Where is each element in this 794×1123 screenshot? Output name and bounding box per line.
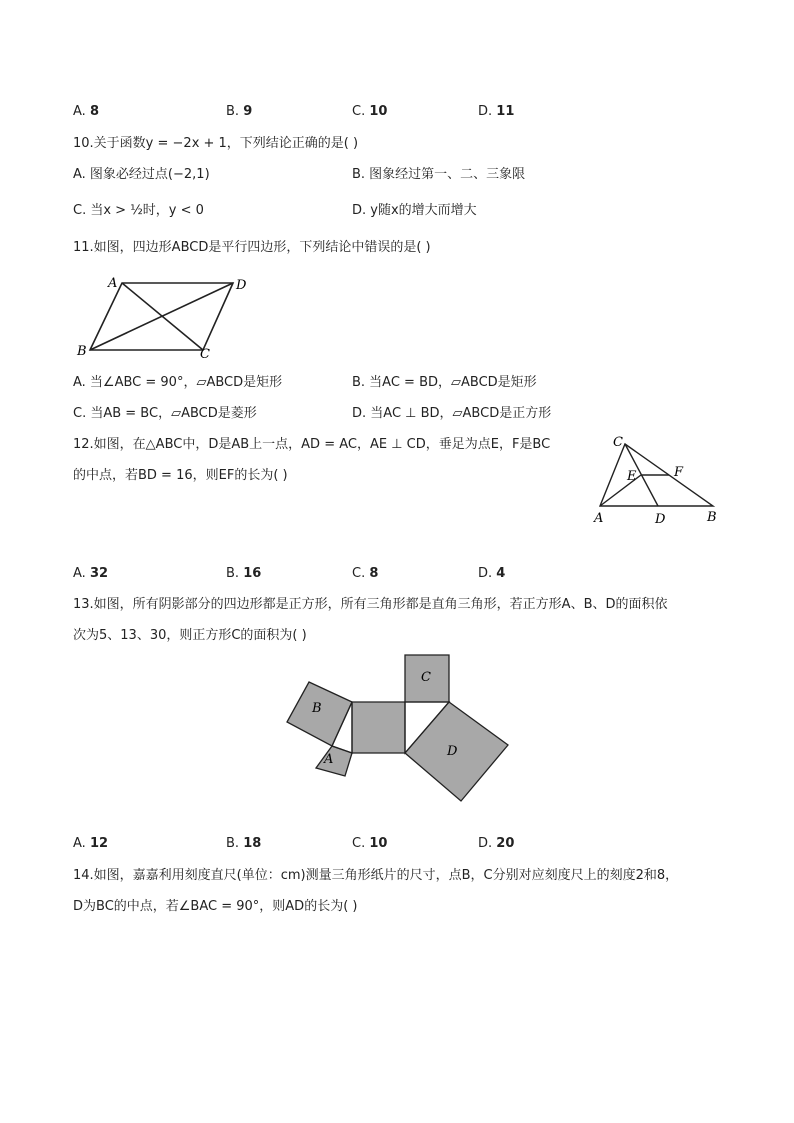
center-square — [352, 702, 405, 753]
label-a: A — [324, 752, 334, 767]
label-a: A — [108, 276, 118, 291]
q10-stem: 10.关于函数y = −2x + 1，下列结论正确的是( ) — [73, 136, 359, 151]
q12-option-d: D. 4 — [478, 566, 506, 581]
q12-stem-line1: 12.如图，在△ABC中，D是AB上一点，AD = AC，AE ⊥ CD，垂足为点E，F是BC — [73, 437, 551, 452]
q13-option-d: D. 20 — [478, 836, 515, 851]
q11-stem: 11.如图，四边形ABCD是平行四边形，下列结论中错误的是( ) — [73, 240, 431, 255]
q12-stem-line2: 的中点，若BD = 16，则EF的长为( ) — [73, 468, 288, 483]
q14-stem-line2: D为BC的中点，若∠BAC = 90°，则AD的长为( ) — [73, 899, 358, 914]
q11-option-b: B. 当AC = BD，▱ABCD是矩形 — [352, 375, 537, 390]
q11-option-d: D. 当AC ⊥ BD，▱ABCD是正方形 — [352, 406, 552, 421]
diagonal-bd — [90, 283, 233, 350]
q9-option-d: D. 11 — [478, 104, 515, 119]
q13-option-a: A. 12 — [73, 836, 109, 851]
label-d: D — [236, 278, 247, 293]
label-b: B — [77, 344, 87, 359]
label-e: E — [627, 469, 637, 484]
q9-option-c: C. 10 — [352, 104, 388, 119]
q13-stem-line2: 次为5、13、30，则正方形C的面积为( ) — [73, 628, 307, 643]
label-b: B — [312, 701, 322, 716]
label-c: C — [613, 435, 623, 450]
q14-stem-line1: 14.如图，嘉嘉利用刻度直尺(单位：cm)测量三角形纸片的尺寸，点B，C分别对应刻度尺上的刻度2和8， — [73, 868, 679, 883]
q11-parallelogram-figure — [70, 268, 260, 368]
q12-option-a: A. 32 — [73, 566, 109, 581]
q9-option-b: B. 9 — [226, 104, 253, 119]
q13-option-b: B. 18 — [226, 836, 262, 851]
label-d: D — [655, 512, 666, 527]
q11-option-a: A. 当∠ABC = 90°，▱ABCD是矩形 — [73, 375, 283, 390]
label-d: D — [447, 744, 458, 759]
q12-triangle-figure — [588, 432, 728, 528]
label-b: B — [707, 510, 717, 525]
q13-stem-line1: 13.如图，所有阴影部分的四边形都是正方形，所有三角形都是直角三角形，若正方形A、B、D的面积依 — [73, 597, 668, 612]
q9-option-a: A. 8 — [73, 104, 99, 119]
q13-option-c: C. 10 — [352, 836, 388, 851]
label-a: A — [594, 511, 604, 526]
q10-option-a: A. 图象必经过点(−2,1) — [73, 167, 210, 182]
q11-option-c: C. 当AB = BC，▱ABCD是菱形 — [73, 406, 257, 421]
q10-option-b: B. 图象经过第一、二、三象限 — [352, 167, 526, 182]
q12-option-b: B. 16 — [226, 566, 262, 581]
q10-option-c: C. 当x > ½时，y < 0 — [73, 203, 204, 218]
label-c: C — [200, 347, 210, 362]
q13-squares-figure — [280, 650, 520, 810]
label-f: F — [674, 465, 684, 480]
q12-option-c: C. 8 — [352, 566, 379, 581]
label-c: C — [421, 670, 431, 685]
q10-option-d: D. y随x的增大而增大 — [352, 203, 477, 218]
